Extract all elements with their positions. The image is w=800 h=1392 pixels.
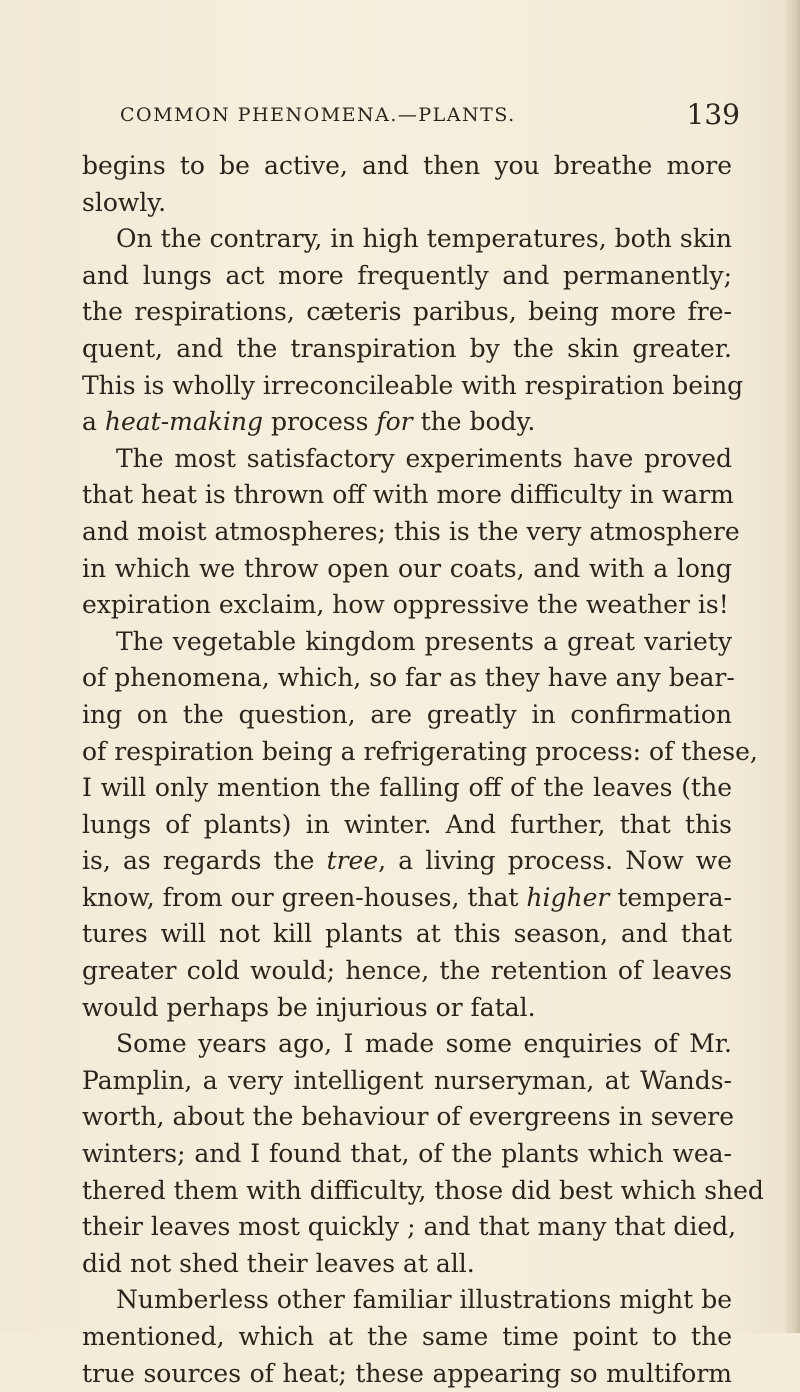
page-number: 139 <box>686 98 740 131</box>
text-line: begins to be active, and then you breathe more <box>82 151 732 180</box>
page-header <box>120 98 740 132</box>
text-line: slowly. <box>82 187 167 217</box>
text-line: greater cold would; hence, the retention of leaves <box>82 956 732 986</box>
text-line: quent, and the transpiration by the skin greater. <box>82 333 732 363</box>
text-line: of phenomena, which, so far as they have any bear- <box>82 663 735 693</box>
text-line: lungs of plants) in winter. And further, that this <box>82 809 732 839</box>
text-line: winters; and I found that, of the plants which wea- <box>82 1139 732 1169</box>
text-line: that heat is thrown off with more difficulty in warm <box>82 480 734 510</box>
text-line: would perhaps be injurious or fatal. <box>82 992 536 1022</box>
text-line: in which we throw open our coats, and with a long <box>82 553 732 583</box>
text-line: On the contrary, in high temperatures, both skin <box>116 224 732 254</box>
text-line: the respirations, cæteris paribus, being more fre- <box>82 297 732 327</box>
text-line: and lungs act more frequently and permanently; <box>82 260 732 290</box>
text-line: did not shed their leaves at all. <box>82 1248 475 1278</box>
text-line: Pamplin, a very intelligent nurseryman, at Wands- <box>82 1065 732 1095</box>
text-line: of respiration being a refrigerating process: of these, <box>82 736 758 766</box>
text-line: I will only mention the falling off of the leaves (the <box>82 773 732 803</box>
text-line: This is wholly irreconcileable with respiration being <box>82 370 744 400</box>
text-line: is, as regards the tree, a living process. Now we <box>82 846 732 876</box>
running-head: COMMON PHENOMENA.—PLANTS. <box>120 104 516 126</box>
text-line: ing on the question, are greatly in confirmation <box>82 699 732 729</box>
page-edge <box>786 0 800 1333</box>
text-line: and moist atmospheres; this is the very atmosphere <box>82 516 740 546</box>
body-text <box>82 148 764 1392</box>
text-line: mentioned, which at the same time point to the <box>82 1322 732 1351</box>
text-line: a heat-making process for the body. <box>82 407 536 437</box>
text-line: thered them with difficulty, those did best which shed <box>82 1175 764 1205</box>
text-line: worth, about the behaviour of evergreens in severe <box>82 1102 735 1132</box>
text-line: Some years ago, I made some enquiries of Mr. <box>116 1029 732 1059</box>
text-line: expiration exclaim, how oppressive the weather is! <box>82 590 729 620</box>
text-line: know, from our green-houses, that higher tempera- <box>82 882 732 912</box>
text-line: their leaves most quickly ; and that many that died, <box>82 1212 737 1242</box>
text-line: true sources of heat; these appearing so multiform <box>82 1358 732 1388</box>
text-line: tures will not kill plants at this season, and that <box>82 919 732 949</box>
text-line: The most satisfactory experiments have proved <box>116 443 732 473</box>
text-line: The vegetable kingdom presents a great variety <box>116 626 732 656</box>
text-line: Numberless other familiar illustrations might be <box>116 1285 732 1315</box>
